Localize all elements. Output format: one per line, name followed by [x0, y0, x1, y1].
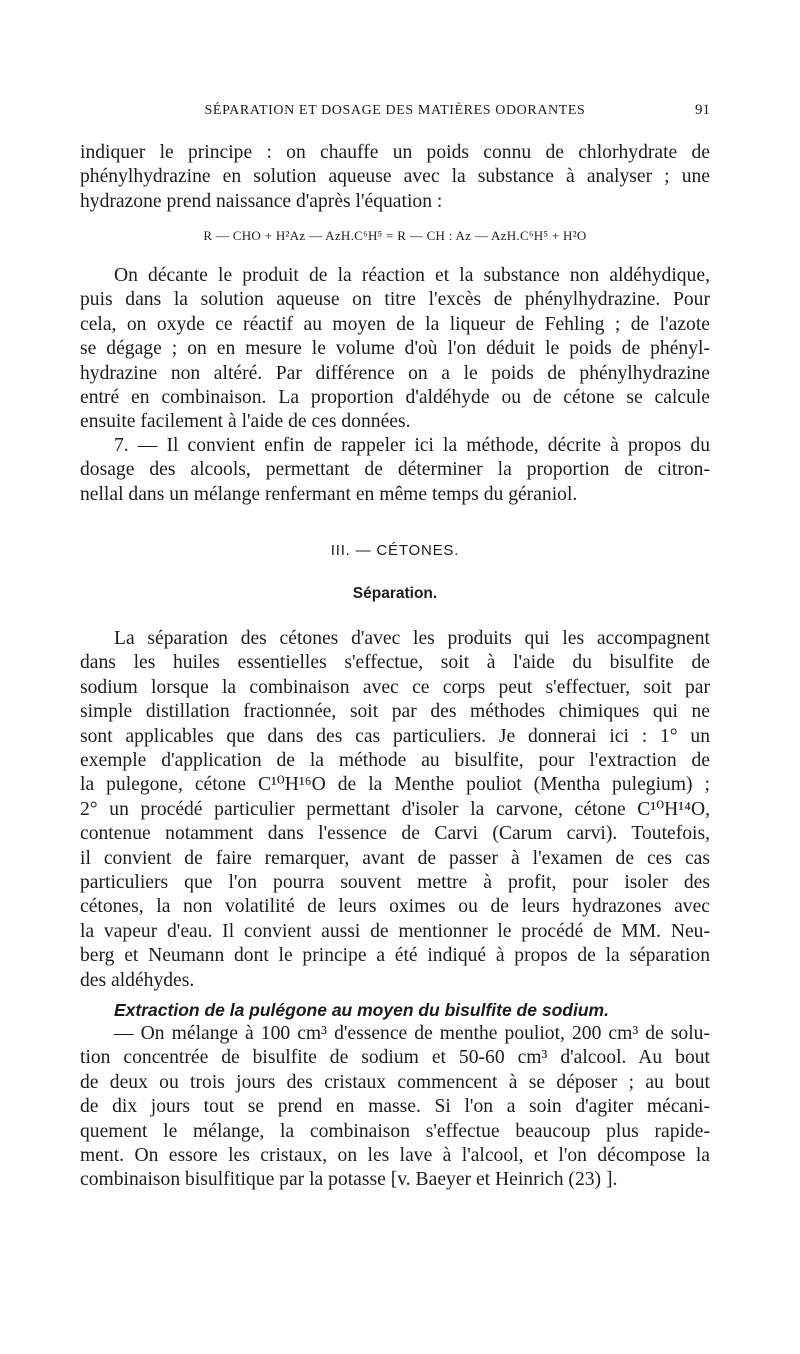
text-line: ment. On essore les cristaux, on les lave à l'alcool, et l'on décompose la	[80, 1145, 710, 1167]
text-line: dans les huiles essentielles s'effectue, soit à l'aide du bisulfite de	[80, 652, 710, 674]
text-line: 7. — Il convient enfin de rappeler ici la méthode, décrite à propos du	[114, 435, 710, 456]
intro-paragraph	[80, 141, 710, 214]
text-line: hydrazone prend naissance d'après l'équation :	[80, 190, 443, 212]
page-header	[80, 100, 710, 124]
text-line: berg et Neumann dont le principe a été indiqué à propos de la séparation	[80, 945, 710, 967]
text-line: indiquer le principe : on chauffe un poids connu de chlorhydrate de	[80, 142, 710, 163]
hydrazone-equation: R — CHO + H²Az — AzH.C⁶H⁵ = R — CH : Az — AzH.C⁶H⁵ + H²O	[203, 228, 587, 243]
text-line: cétones, la non volatilité de leurs oximes ou de leurs hydrazones avec	[80, 896, 710, 918]
text-line: des aldéhydes.	[80, 969, 195, 991]
text-line: la vapeur d'eau. Il convient aussi de mentionner le procédé de MM. Neu-	[80, 920, 710, 942]
text-line: de dix jours tout se prend en masse. Si l'on a soin d'agiter mécani-	[80, 1096, 710, 1118]
text-line: contenue notamment dans l'essence de Carvi (Carum carvi). Toutefois,	[80, 823, 710, 845]
text-line: cela, on oxyde ce réactif au moyen de la liqueur de Fehling ; de l'azote	[80, 313, 710, 335]
text-line: sont applicables que dans des cas particuliers. Je donnerai ici : 1° un	[80, 725, 710, 747]
text-line: la pulegone, cétone C¹⁰H¹⁶O de la Menthe pouliot (Mentha pulegium) ;	[80, 774, 710, 796]
text-line: combinaison bisulfitique par la potasse [v. Baeyer et Heinrich (23) ].	[80, 1169, 618, 1191]
text-line: sodium lorsque la combinaison avec ce corps peut s'effectuer, soit par	[80, 676, 710, 698]
text-line: de deux ou trois jours des cristaux commencent à se déposer ; au bout	[80, 1071, 710, 1093]
text-line: se dégage ; on en mesure le volume d'où l'on déduit le poids de phényl-	[80, 338, 710, 360]
text-line: particuliers que l'on pourra souvent mettre à profit, pour isoler des	[80, 872, 710, 894]
text-line: — On mélange à 100 cm³ d'essence de menthe pouliot, 200 cm³ de solu-	[114, 1023, 710, 1044]
section-heading: III. — CÉTONES.	[330, 542, 460, 559]
text-line: On décante le produit de la réaction et la substance non aldéhydique,	[114, 265, 710, 286]
text-line: exemple d'application de la méthode au bisulfite, pour l'extraction de	[80, 750, 710, 772]
text-line: dosage des alcools, permettant de déterminer la proportion de citron-	[80, 459, 710, 481]
running-title: SÉPARATION ET DOSAGE DES MATIÈRES ODORANTES	[204, 103, 586, 118]
text-line: ensuite facilement à l'aide de ces données.	[80, 411, 411, 433]
extraction-title: Extraction de la pulégone au moyen du bisulfite de sodium.	[114, 1000, 609, 1020]
text-line: quement le mélange, la combinaison s'effectue beaucoup plus rapide-	[80, 1120, 710, 1142]
decante-paragraph	[80, 264, 710, 435]
subsection-heading: Séparation.	[352, 585, 438, 602]
text-line: 2° un procédé particulier permettant d'isoler la carvone, cétone C¹⁰H¹⁴O,	[80, 798, 710, 820]
text-line: entré en combinaison. La proportion d'aldéhyde ou de cétone se calcule	[80, 387, 710, 409]
extraction-heading-line	[80, 998, 710, 1022]
text-line: phénylhydrazine en solution aqueuse avec la substance à analyser ; une	[80, 166, 710, 188]
text-line: tion concentrée de bisulfite de sodium et 50-60 cm³ d'alcool. Au bout	[80, 1047, 710, 1069]
extraction-paragraph	[80, 1022, 710, 1193]
text-line: nellal dans un mélange renfermant en même temps du géraniol.	[80, 483, 578, 505]
separation-paragraph	[80, 627, 710, 993]
text-line: simple distillation fractionnée, soit par des méthodes chimiques qui ne	[80, 701, 710, 723]
text-line: La séparation des cétones d'avec les produits qui les accompagnent	[114, 628, 710, 649]
text-line: il convient de faire remarquer, avant de passer à l'examen de ces cas	[80, 847, 710, 869]
page-number: 91	[695, 102, 710, 118]
point-7-paragraph	[80, 434, 710, 507]
text-line: puis dans la solution aqueuse on titre l'excès de phénylhydrazine. Pour	[80, 289, 710, 311]
text-line: hydrazine non altéré. Par différence on a le poids de phénylhydrazine	[80, 362, 710, 384]
